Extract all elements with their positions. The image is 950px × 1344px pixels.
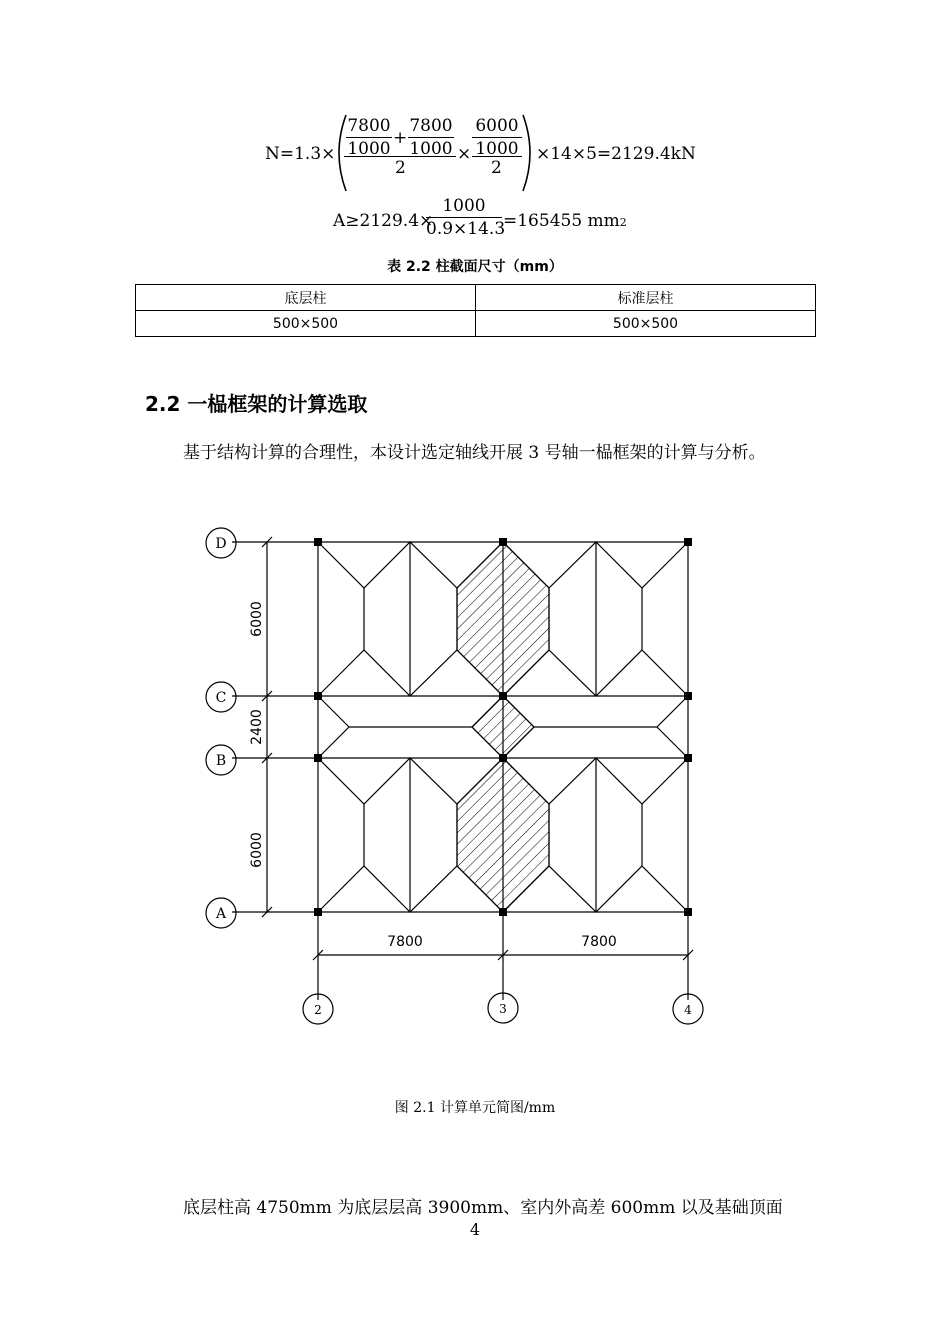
axis-label-d: D: [215, 536, 227, 552]
footer-paragraph: 底层柱高 4750mm 为底层层高 3900mm、室内外高差 600mm 以及基础顶面: [183, 1198, 783, 1218]
table-caption: 表 2.2 柱截面尺寸（mm）: [387, 259, 563, 275]
table-header-cell: 底层柱: [136, 285, 476, 311]
column: [499, 692, 507, 700]
fraction-area: 1000 0.9×14.3: [426, 196, 506, 239]
a-suffix: =165455 mm2: [503, 211, 627, 231]
fraction-6000-denominator: 2: [491, 158, 502, 178]
axis-label-a: A: [215, 906, 227, 922]
table-cell: 500×500: [136, 311, 476, 337]
fraction-7800-a: 7800 1000: [347, 116, 391, 159]
column: [499, 908, 507, 916]
dim-6000-lower: 6000: [249, 832, 265, 868]
n-prefix: N=1.3×: [265, 144, 336, 164]
column: [314, 754, 322, 762]
a-prefix: A≥2129.4×: [333, 211, 434, 231]
table-header-cell: 标准层柱: [476, 285, 816, 311]
dim-6000-upper: 6000: [249, 601, 265, 637]
outer-denominator: 2: [395, 158, 406, 178]
column: [314, 692, 322, 700]
table-cell: 500×500: [476, 311, 816, 337]
n-suffix: ×14×5=2129.4kN: [536, 144, 696, 164]
column: [499, 754, 507, 762]
dim-7800-left: 7800: [387, 934, 423, 950]
axis-label-b: B: [215, 753, 227, 769]
figure-caption: 图 2.1 计算单元简图/mm: [394, 1100, 556, 1116]
section-title: 2.2 一榀框架的计算选取: [145, 392, 368, 416]
axis-label-4: 4: [684, 1003, 692, 1017]
unit-superscript: 2: [619, 216, 627, 229]
fraction-7800-b: 7800 1000: [409, 116, 453, 159]
column: [684, 692, 692, 700]
column: [314, 538, 322, 546]
dim-2400: 2400: [249, 709, 265, 745]
axis-label-2: 2: [314, 1003, 322, 1017]
plus-sign: +: [393, 128, 408, 148]
page-number: 4: [469, 1220, 481, 1239]
section-paragraph: 基于结构计算的合理性，本设计选定轴线开展 3 号轴一榀框架的计算与分析。: [183, 443, 766, 463]
column: [499, 538, 507, 546]
axis-label-c: C: [215, 690, 227, 706]
column: [684, 538, 692, 546]
column: [684, 754, 692, 762]
times-sign: ×: [457, 144, 472, 164]
column: [684, 908, 692, 916]
dim-7800-right: 7800: [581, 934, 617, 950]
column: [314, 908, 322, 916]
axis-label-3: 3: [499, 1002, 507, 1016]
fraction-6000: 6000 1000: [472, 116, 522, 159]
